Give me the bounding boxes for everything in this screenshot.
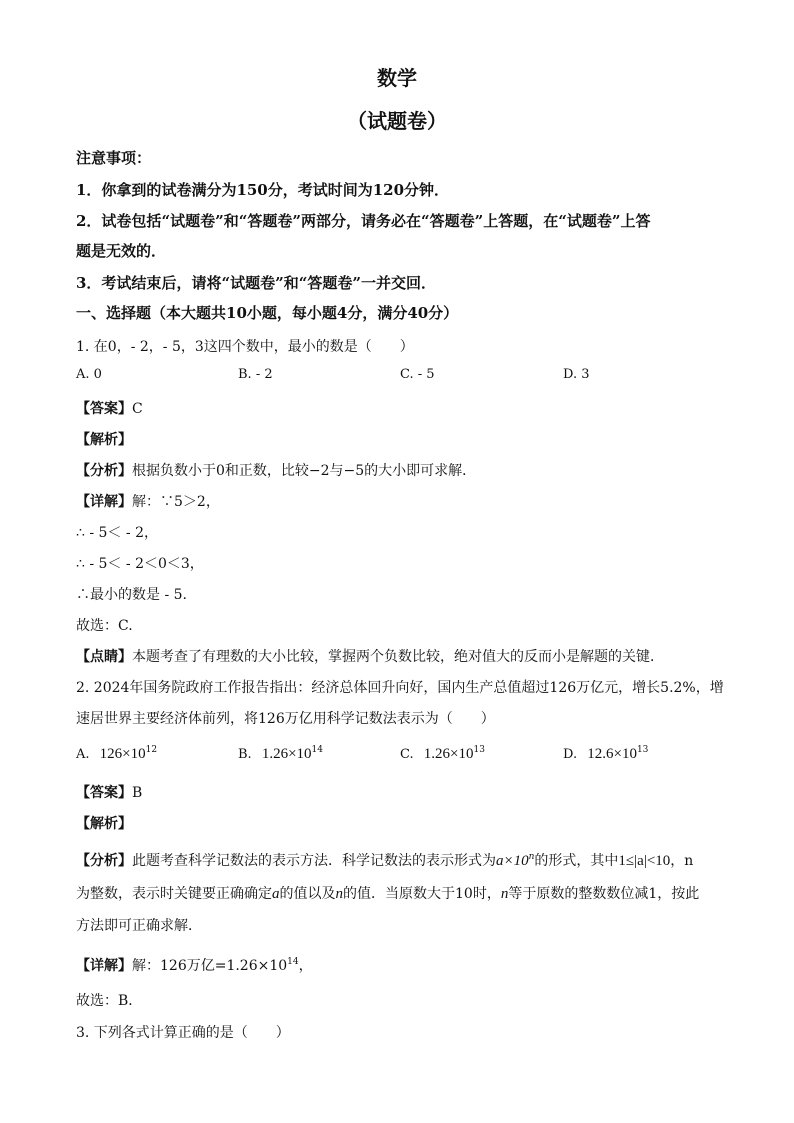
q2-option-d-exp: 13 [636,745,649,755]
notes-heading: 注意事项： [76,149,152,167]
q2-detail-text-a: 解：126万亿=1.26×10 [132,958,288,974]
q2-detail-exp: 14 [287,957,299,967]
q1-fenxi-tag: 【分析】 [76,463,132,479]
q2-answer-tag: 【答案】 [76,785,132,801]
q1-option-b: B. - 2 [238,367,273,382]
q1-detail-line [76,491,220,511]
q2-fenxi-line-3: 方法即可正确求解． [76,918,202,934]
q2-option-a-label: A. [76,747,90,762]
q2-option-b-exp: 14 [311,745,323,755]
q2-detail-line [76,955,313,975]
q1-answer: C [132,401,143,417]
q2-stem-line-2: 速居世界主要经济体前列，将126万亿用科学记数法表示为（ ） [76,711,495,727]
q2-option-c-mantissa: 1.26×10 [423,746,474,762]
q2-detail-tag: 【详解】 [76,958,132,974]
q2-fenxi-formula: a×10 [496,853,529,869]
q1-answer-tag: 【答案】 [76,401,132,417]
q2-option-c [400,745,485,763]
q2-answer: B [132,785,143,801]
q2-fenxi-line2-b: 的值以及 [279,886,336,902]
q1-analysis-tag: 【解析】 [76,432,132,448]
page-title: 数学 [377,66,417,90]
q1-choose: 故选：C. [76,618,133,634]
q2-option-d-mantissa: 12.6×10 [587,746,637,762]
q1-detail-tag: 【详解】 [76,494,132,510]
page-subtitle: （试题卷） [347,109,447,133]
q2-fenxi-line2-d: 等于原数的整数数位减1，按此 [508,886,700,902]
q2-option-d [563,745,648,763]
q2-option-a-exp: 12 [145,745,158,755]
q2-detail-text-b: ， [298,958,313,974]
q2-option-b-label: B. [238,747,252,762]
q2-analysis-tag: 【解析】 [76,816,132,832]
q1-option-a: A. 0 [76,367,102,382]
q1-fenxi-text: 根据负数小于0和正数，比较−2与−5的大小即可求解． [132,463,477,479]
q2-fenxi-tag: 【分析】 [76,853,132,869]
q2-option-c-label: C. [400,747,414,762]
q2-var-n-2: n [500,886,509,902]
q1-stem: 1. 在0，- 2，- 5，3这四个数中，最小的数是（ ） [76,339,414,355]
q1-step-1: ∴ - 5＜ - 2， [76,525,158,541]
q2-option-b-mantissa: 1.26×10 [261,746,312,762]
notes-item-2: 2．试卷包括“试题卷”和“答题卷”两部分，请务必在“答题卷”上答题，在“试题卷”上答 [76,212,651,230]
q2-option-b [238,745,323,763]
notes-item-3: 3．考试结束后，请将“试题卷”和“答题卷”一并交回． [76,274,436,292]
q2-answer-line [76,782,142,802]
notes-item-2-cont: 题是无效的． [76,242,167,260]
q1-option-d: D. 3 [563,367,590,382]
q1-option-c: C. - 5 [400,367,435,382]
q1-step-2: ∴ - 5＜ - 2＜0＜3， [76,556,204,572]
q2-fenxi-line2-c: 的值．当原数大于10时， [343,886,501,902]
q2-fenxi-text-b: 的形式，其中 [534,853,619,869]
q1-detail-text: 解：∵5＞2， [132,494,220,510]
q1-answer-line [76,398,143,418]
q1-dianjing-line [76,646,664,666]
q2-choose: 故选：B． [76,993,143,1009]
notes-item-1: 1．你拿到的试卷满分为150分，考试时间为120分钟． [76,181,450,199]
q2-option-a [76,745,157,763]
q2-fenxi-range: 1≤|a|<10 [618,853,671,869]
q2-fenxi-text-a: 此题考查科学记数法的表示方法．科学记数法的表示形式为 [132,853,496,869]
q2-fenxi-text-c: ，n [670,853,694,869]
q2-stem-line-1: 2. 2024年国务院政府工作报告指出：经济总体回升向好，国内生产总值超过126万亿元，增长5.2%，增 [76,680,724,696]
q2-option-a-mantissa: 126×10 [99,746,146,762]
q3-stem: 3. 下列各式计算正确的是（ ） [76,1025,290,1041]
q2-option-d-label: D. [563,747,578,762]
q2-fenxi-line2-a: 为整数，表示时关键要正确确定 [76,886,272,902]
q2-fenxi-line [76,850,693,870]
section-heading: 一、选择题（本大题共10小题，每小题4分，满分40分） [76,304,459,322]
q2-fenxi-formula-exp: n [528,852,535,862]
q1-step-3: ∴最小的数是 - 5. [76,587,187,603]
q1-dianjing-tag: 【点睛】 [76,649,132,665]
q2-option-c-exp: 13 [473,745,485,755]
q2-var-n: n [335,886,343,902]
q2-fenxi-line-2 [76,883,699,903]
q1-fenxi-line [76,460,476,480]
q1-dianjing-text: 本题考查了有理数的大小比较，掌握两个负数比较，绝对值大的反而小是解题的关键． [132,649,664,665]
q2-var-a: a [272,886,280,902]
